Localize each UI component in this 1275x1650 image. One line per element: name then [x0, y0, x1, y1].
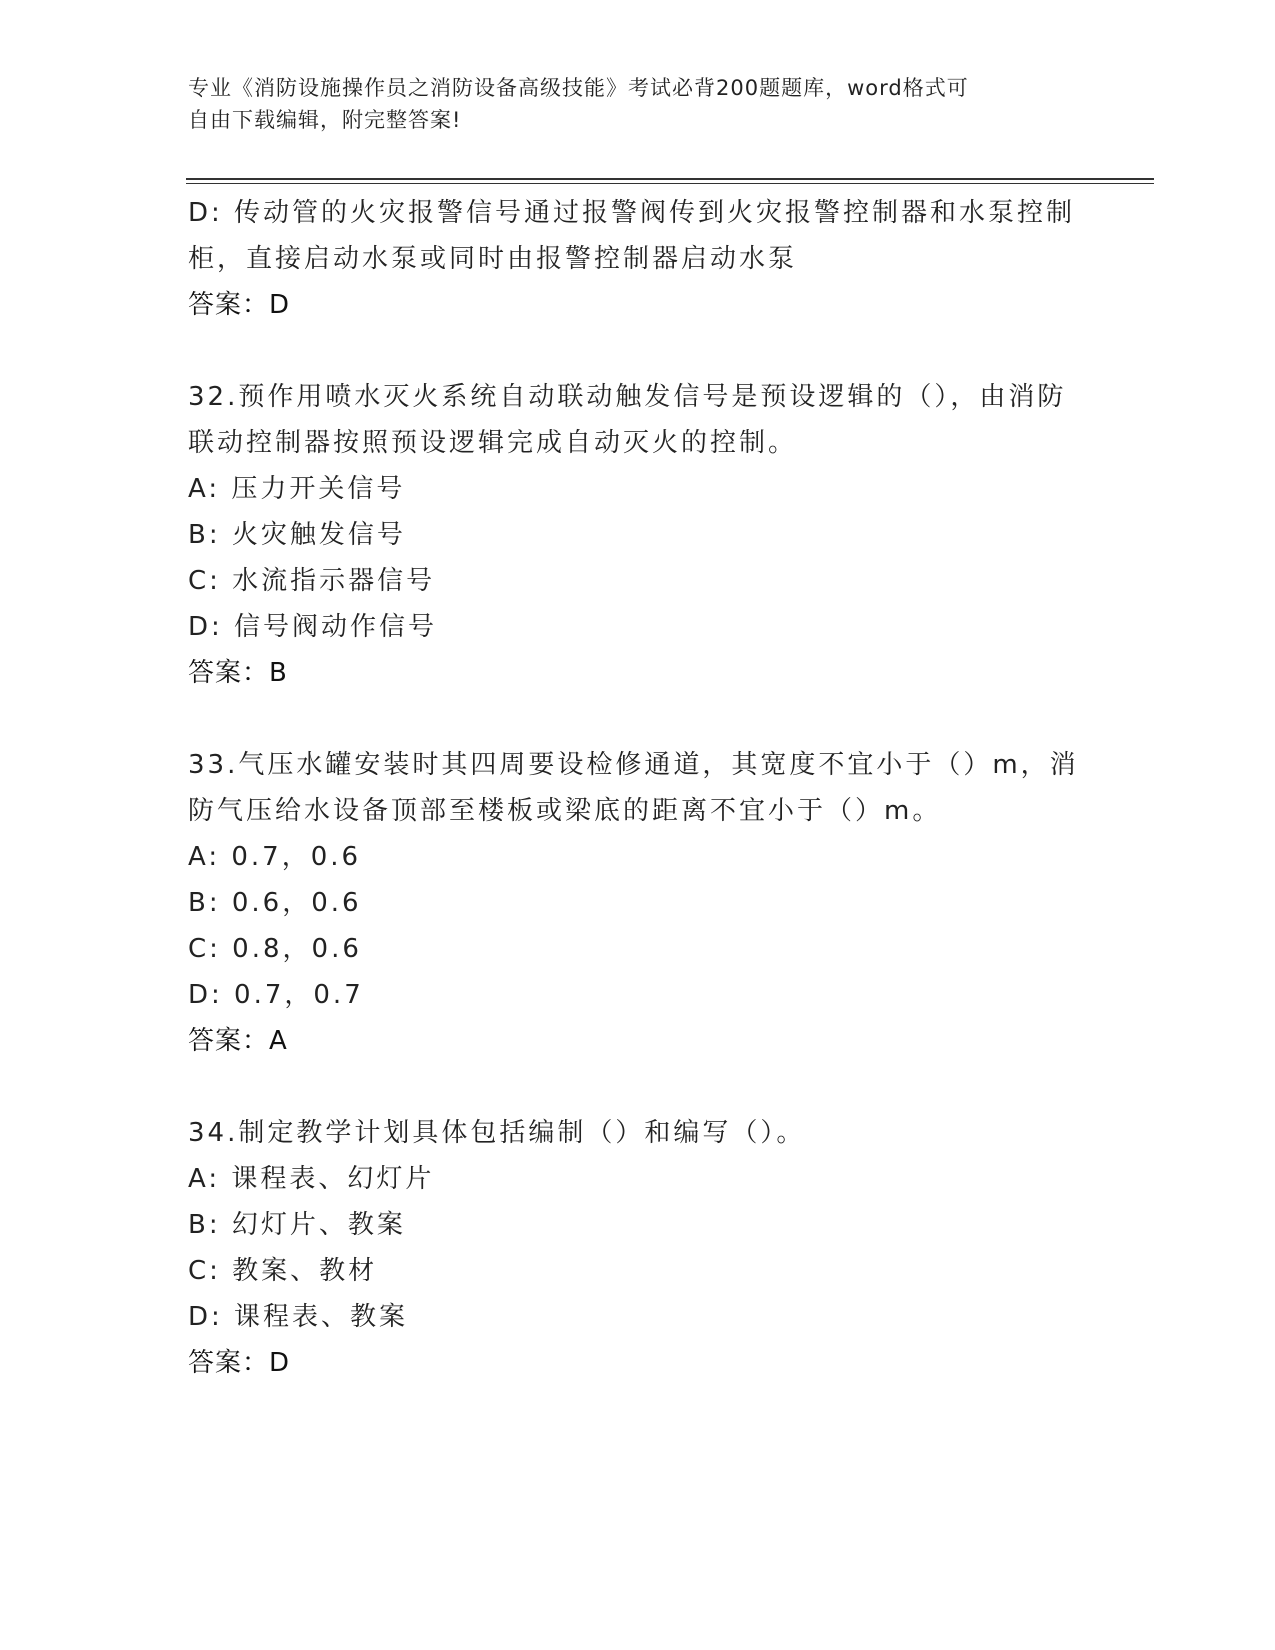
header-line-2: 自由下载编辑，附完整答案!	[188, 108, 462, 132]
option-d-line-2: 柜，直接启动水泵或同时由报警控制器启动水泵	[188, 244, 798, 274]
option-b: B: 火灾触发信号	[188, 520, 406, 550]
option-b: B: 幻灯片、教案	[188, 1210, 406, 1240]
option-c: C: 教案、教材	[188, 1256, 378, 1286]
question-text-line-2: 防气压给水设备顶部至楼板或梁底的距离不宜小于（）m。	[188, 796, 942, 826]
question-text-line-1: 33.气压水罐安装时其四周要设检修通道，其宽度不宜小于（）m，消	[188, 750, 1079, 780]
option-a: A: 课程表、幻灯片	[188, 1164, 435, 1194]
question-text-line-1: 32.预作用喷水灭火系统自动联动触发信号是预设逻辑的（），由消防	[188, 382, 1067, 412]
option-a: A: 0.7，0.6	[188, 842, 362, 872]
option-d: D: 信号阀动作信号	[188, 612, 438, 642]
header-line-1: 专业《消防设施操作员之消防设备高级技能》考试必背200题题库，word格式可	[188, 76, 969, 100]
answer-label: 答案：D	[188, 1348, 291, 1378]
option-c: C: 水流指示器信号	[188, 566, 436, 596]
option-a: A: 压力开关信号	[188, 474, 406, 504]
question-34	[188, 1110, 1088, 1386]
document-header	[188, 72, 1068, 136]
question-text-line-1: 34.制定教学计划具体包括编制（）和编写（）。	[188, 1118, 806, 1148]
answer-label: 答案：B	[188, 658, 288, 688]
document-body	[188, 190, 1088, 1386]
header-divider-thin	[186, 183, 1154, 184]
option-d: D: 0.7，0.7	[188, 980, 364, 1010]
question-32	[188, 374, 1088, 696]
header-divider-thick	[186, 178, 1154, 180]
question-33	[188, 742, 1088, 1064]
answer-label: 答案：D	[188, 290, 291, 320]
answer-label: 答案：A	[188, 1026, 288, 1056]
question-31-continued	[188, 190, 1088, 328]
option-d: D: 课程表、教案	[188, 1302, 409, 1332]
question-text-line-2: 联动控制器按照预设逻辑完成自动灭火的控制。	[188, 428, 798, 458]
option-c: C: 0.8，0.6	[188, 934, 362, 964]
option-d-line-1: D: 传动管的火灾报警信号通过报警阀传到火灾报警控制器和水泵控制	[188, 198, 1076, 228]
option-b: B: 0.6，0.6	[188, 888, 362, 918]
